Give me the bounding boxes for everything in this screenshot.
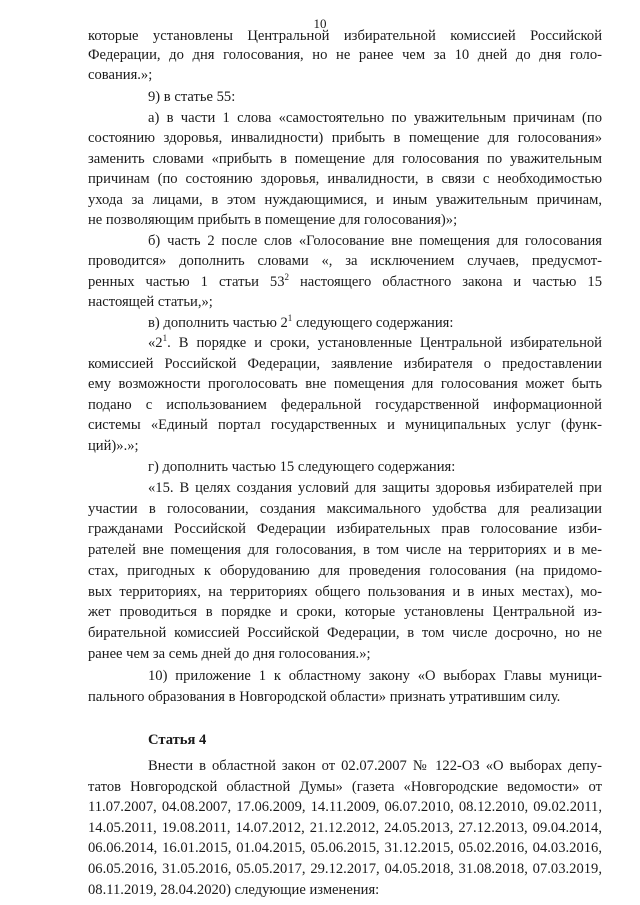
text-line: состоянию здоровья, инвалидности) прибыть в помещение для голосования» (88, 130, 602, 146)
text-line: причинам (по состоянию здоровья, инвалидности, в связи с необходимостью (88, 171, 602, 187)
text-line: заменить словами «прибыть в помещение для голосования по уважительным (88, 151, 602, 167)
text-line: бирательной комиссией Российской Федерации, в том числе досрочно, но не (88, 625, 602, 641)
text-line: которые установлены Центральной избирательной комиссией Российской (88, 28, 602, 44)
text-line (148, 313, 453, 333)
text-fragment: ренных частью 1 статьи 53 (88, 274, 285, 290)
text-line: г) дополнить частью 15 следующего содержания: (148, 459, 456, 475)
text-line: гражданами Российской Федерации избирательных прав голосование изби- (88, 521, 602, 537)
text-line: ранее чем за семь дней до дня голосования.»; (88, 646, 371, 662)
text-fragment: «2 (148, 335, 163, 351)
text-line: проводится» дополнить словами «, за исключением случаев, предусмот- (88, 253, 602, 269)
text-fragment: следующего содержания: (292, 315, 454, 331)
text-line: настоящей статьи,»; (88, 294, 213, 310)
text-line: не позволяющим прибыть в помещение для голосования)»; (88, 212, 458, 228)
text-line: 10) приложение 1 к областному закону «О выборах Главы муници- (148, 668, 602, 684)
text-line: а) в части 1 слова «самостоятельно по уважительным причинам (по (148, 110, 602, 126)
superscript: 1 (287, 313, 293, 323)
text-line: 11.07.2007, 04.08.2007, 17.06.2009, 14.11.2009, 06.07.2010, 08.12.2010, 09.02.2011, (88, 799, 602, 815)
text-line: «15. В целях создания условий для защиты здоровья избирателей при (148, 480, 602, 496)
text-line: рателей вне помещения для голосования, в том числе на территориях и в ме- (88, 542, 602, 558)
text-line: подано с использованием федеральной государственной информационной (88, 397, 602, 413)
text-line: жет проводиться в порядке и сроки, которые установлены Центральной из- (88, 604, 602, 620)
text-line: 06.05.2016, 31.05.2016, 05.05.2017, 29.12.2017, 04.05.2018, 31.08.2018, 07.03.2019, (88, 861, 602, 877)
text-line: комиссией Российской Федерации, заявление избирателя о предоставлении (88, 356, 602, 372)
article-heading: Статья 4 (148, 732, 207, 748)
text-line: ему возможности проголосовать вне помещения для голосования может быть (88, 376, 602, 392)
text-line: вых территориях, на территориях общего пользования и в иных местах), мо- (88, 584, 602, 600)
text-line (88, 272, 602, 292)
text-fragment: . В порядке и сроки, установленные Центральной избирательной (167, 335, 602, 351)
page-number: 10 (313, 16, 327, 31)
text-line: 9) в статье 55: (148, 89, 236, 105)
superscript: 2 (284, 272, 290, 282)
text-line: ухода за лицами, в этом нуждающимися, и иным уважительным причинам, (88, 192, 602, 208)
text-line: б) часть 2 после слов «Голосование вне помещения для голосования (148, 233, 602, 249)
text-line: стах, пригодных к оборудованию для проведения голосования (на придомо- (88, 563, 602, 579)
text-line: 06.06.2014, 16.01.2015, 01.04.2015, 05.06.2015, 31.12.2015, 05.02.2016, 04.03.2016, (88, 840, 602, 856)
text-line: участии в голосовании, создания максимального удобства для реализации (88, 501, 602, 517)
text-line: Федерации, до дня голосования, но не ранее чем за 10 дней до дня голо- (88, 47, 602, 63)
text-line: сования.»; (88, 67, 153, 83)
text-line: татов Новгородской областной Думы» (газета «Новгородские ведомости» от (88, 779, 602, 795)
text-line: пального образования в Новгородской области» признать утратившим силу. (88, 689, 561, 705)
text-line: 08.11.2019, 28.04.2020) следующие изменения: (88, 882, 380, 898)
text-fragment: в) дополнить частью 2 (148, 315, 288, 331)
text-line: системы «Единый портал государственных и муниципальных услуг (функ- (88, 417, 602, 433)
text-line (148, 333, 602, 353)
text-line: 14.05.2011, 19.08.2011, 14.07.2012, 21.12.2012, 24.05.2013, 27.12.2013, 09.04.2014, (88, 820, 602, 836)
text-line: Внести в областной закон от 02.07.2007 № 122-ОЗ «О выборах депу- (148, 758, 602, 774)
text-line: ций)».»; (88, 438, 139, 454)
text-fragment: настоящего областного закона и частью 15 (289, 274, 603, 290)
superscript: 1 (162, 333, 168, 343)
